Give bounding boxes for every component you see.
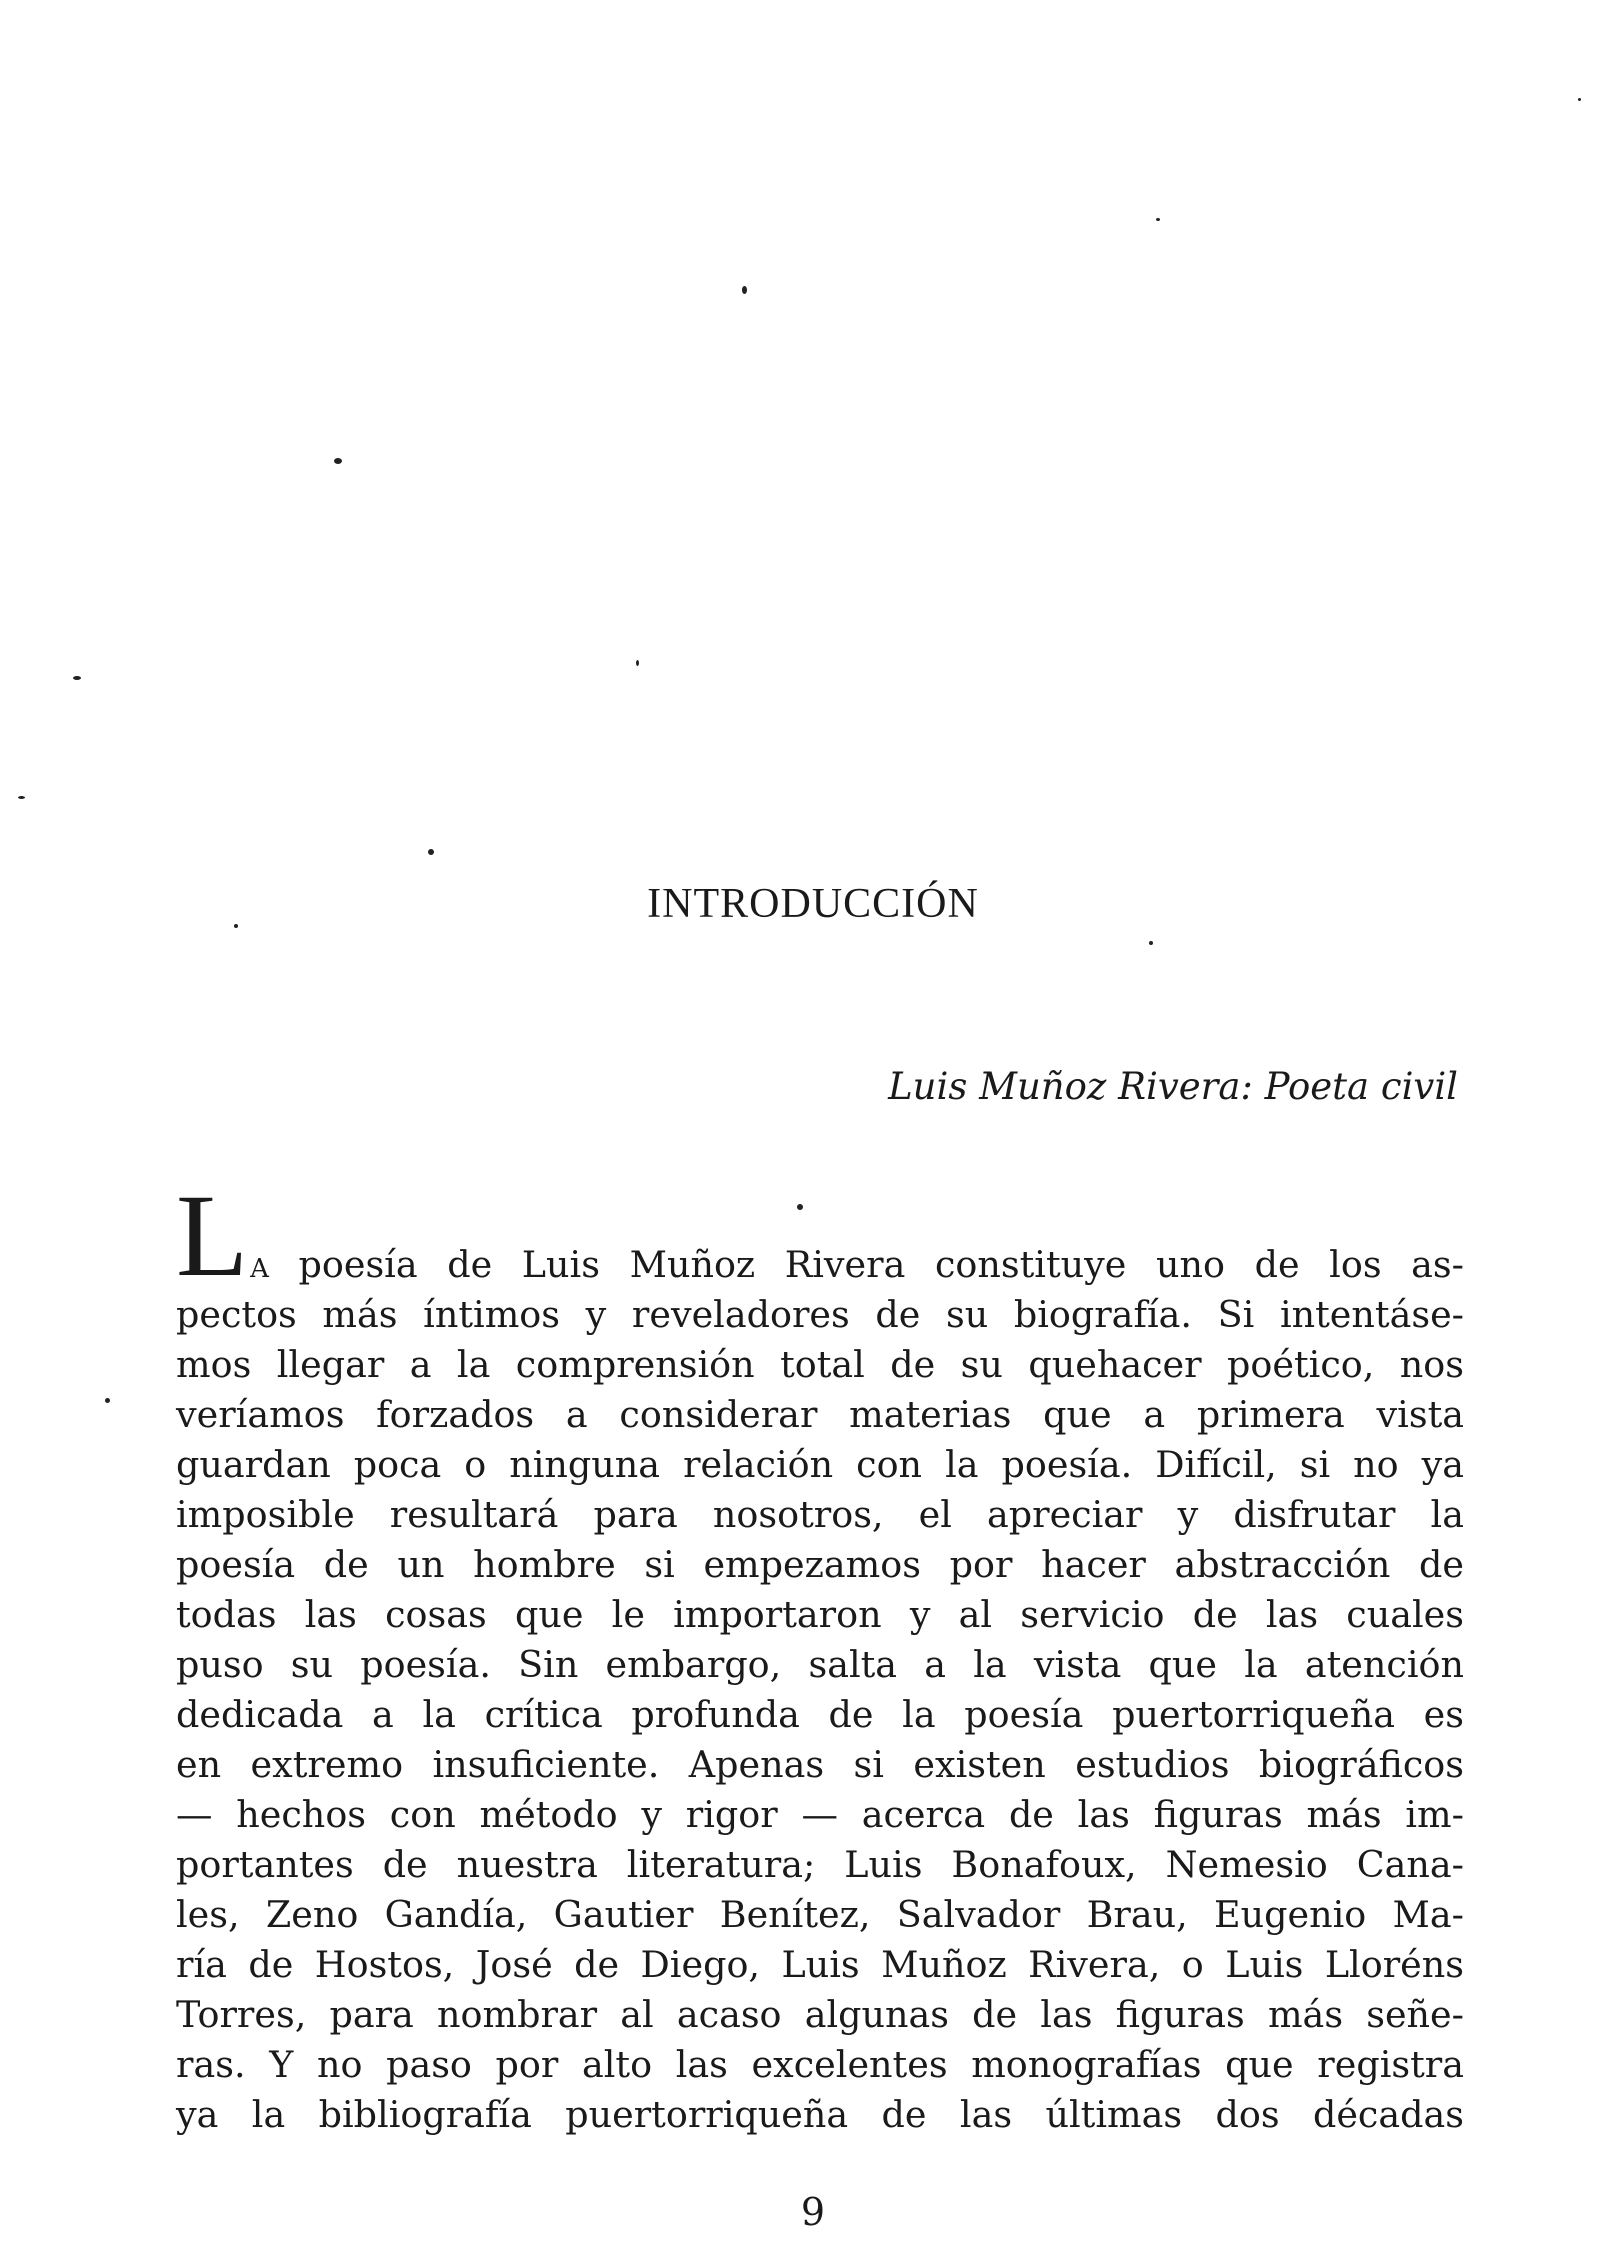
scan-speck (18, 796, 25, 799)
text-line: dedicada a la crítica profunda de la poesía puertorriqueña es (176, 1693, 1464, 1736)
text-line: poesía de un hombre si empezamos por hacer abstracción de (176, 1543, 1464, 1586)
scan-speck (1578, 98, 1581, 101)
paragraph-first-line (176, 1170, 1464, 1301)
scan-speck (428, 849, 434, 855)
scan-speck (73, 676, 81, 680)
chapter-subtitle: Luis Muñoz Rivera: Poeta civil (888, 1065, 1458, 1108)
first-word-rest: a (250, 1243, 269, 1286)
text-line: todas las cosas que le importaron y al servicio de las cuales (176, 1593, 1464, 1636)
text-line: Torres, para nombrar al acaso algunas de las figuras más señe- (176, 1993, 1464, 2036)
text-line: puso su poesía. Sin embargo, salta a la vista que la atención (176, 1643, 1464, 1686)
scan-speck (105, 1398, 110, 1403)
text-line: mos llegar a la comprensión total de su quehacer poético, nos (176, 1343, 1464, 1386)
scan-speck (1149, 941, 1153, 945)
text-line: ras. Y no paso por alto las excelentes monografías que registra (176, 2043, 1464, 2086)
text-line: ya la bibliografía puertorriqueña de las últimas dos décadas (176, 2093, 1464, 2136)
text-line: ría de Hostos, José de Diego, Luis Muñoz Rivera, o Luis Lloréns (176, 1943, 1464, 1986)
scan-speck (334, 458, 342, 464)
page-number: 9 (800, 2190, 826, 2234)
text-line: les, Zeno Gandía, Gautier Benítez, Salvador Brau, Eugenio Ma- (176, 1893, 1464, 1936)
first-line-text: poesía de Luis Muñoz Rivera constituye uno de los as- (298, 1243, 1464, 1286)
section-title: INTRODUCCIÓN (647, 881, 979, 927)
text-line: imposible resultará para nosotros, el apreciar y disfrutar la (176, 1493, 1464, 1536)
text-line: en extremo insuficiente. Apenas si existen estudios biográficos (176, 1743, 1464, 1786)
scan-speck (1156, 218, 1160, 221)
text-line: veríamos forzados a considerar materias que a primera vista (176, 1393, 1464, 1436)
text-line: guardan poca o ninguna relación con la poesía. Difícil, si no ya (176, 1443, 1464, 1486)
body-paragraph (176, 1170, 1464, 2140)
text-line: — hechos con método y rigor — acerca de las figuras más im- (176, 1793, 1464, 1836)
text-line: pectos más íntimos y reveladores de su biografía. Si intentáse- (176, 1293, 1464, 1336)
scan-speck (742, 286, 747, 294)
text-line: portantes de nuestra literatura; Luis Bonafoux, Nemesio Cana- (176, 1843, 1464, 1886)
scan-speck (636, 660, 639, 666)
drop-cap: L (176, 1170, 249, 1301)
